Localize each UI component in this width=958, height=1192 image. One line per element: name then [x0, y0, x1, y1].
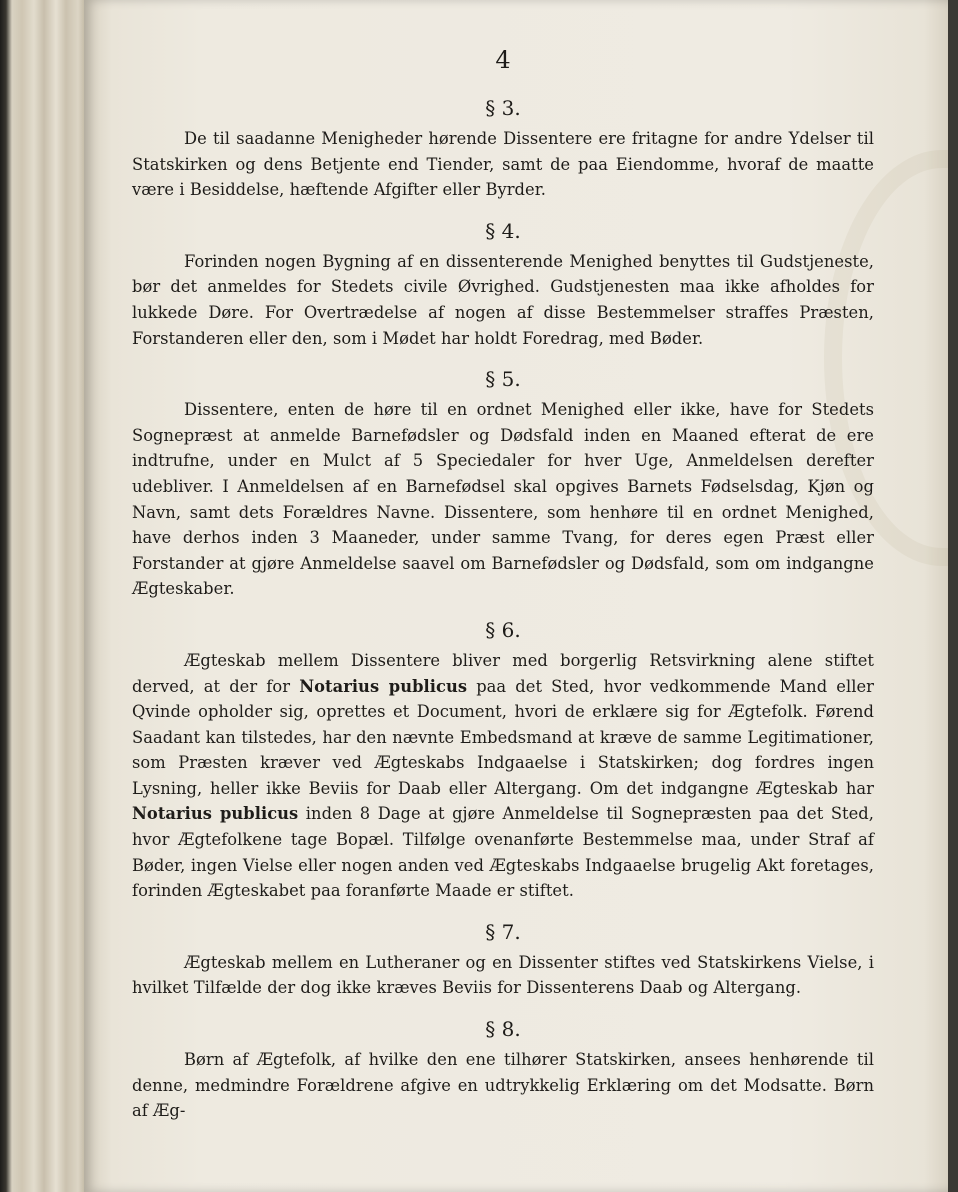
section-5 [132, 365, 874, 602]
section-paragraph [132, 648, 874, 904]
book-page-edges [0, 0, 92, 1192]
section-paragraph: Børn af Ægtefolk, af hvilke den ene tilhører Statskirken, ansees henhørende til denne, medmindre Forældrene afgive en udtrykkelig Erklæring om det Modsatte. Børn af Æg- [132, 1050, 874, 1121]
book-right-edge [948, 0, 958, 1192]
page-content [132, 44, 874, 1138]
section-heading: § 8. [485, 1017, 521, 1042]
page-number: 4 [495, 46, 511, 74]
section-8 [132, 1015, 874, 1124]
section-paragraph: Dissentere, enten de høre til en ordnet Menighed eller ikke, have for Stedets Sognepræst at anmelde Barnefødsler og Dødsfald inden en Maaned efterat de ere indtrufne, under en Mulct af 5 Speciedaler for hver Uge, Anmeldelsen derefter udebliver. I Anmeldelsen af en Barnefødsel skal opgives Barnets Fødselsdag, Kjøn og Navn, samt dets Forældres Navne. Dissentere, som henhøre til en ordnet Menighed, have derhos inden 3 Maaneder, under samme Tvang, for deres egen Præst eller Forstander at gjøre Anmeldelse saavel om Barnefødsler og Dødsfald, som om indgangne Ægteskaber. [132, 400, 874, 599]
section-paragraph: Ægteskab mellem en Lutheraner og en Dissenter stiftes ved Statskirkens Vielse, i hvilket Tilfælde der dog ikke kræves Beviis for Dissenterens Daab og Altergang. [132, 952, 874, 998]
section-heading: § 6. [485, 617, 521, 642]
paragraph-text: Ægteskab mellem Dissentere bliver med borgerlig Retsvirkning alene stiftet derved, at der for [132, 650, 874, 696]
section-7 [132, 918, 874, 1001]
paragraph-text: inden 8 Dage at gjøre Anmeldelse til Sognepræsten paa det Sted, hvor Ægtefolkene tage Bopæl. Tilfølge ovenanførte Bestemmelse maa, under Straf af Bøder, ingen Vielse eller nogen anden ved Ægteskabs Indgaaelse brugelig Akt foretages, forinden Ægteskabet paa foranførte Maade er stiftet. [132, 804, 874, 901]
section-paragraph: De til saadanne Menigheder hørende Dissentere ere fritagne for andre Ydelser til Statskirken og dens Betjente end Tiender, samt de paa Eiendomme, hvoraf de maatte være i Besiddelse, hæftende Afgifter eller Byrder. [132, 129, 874, 200]
section-heading: § 3. [485, 96, 521, 120]
section-3 [132, 94, 874, 203]
paragraph-text: paa det Sted, hvor vedkommende Mand eller Qvinde opholder sig, oprettes et Document, hvori de erklære sig for Ægtefolk. Førend Saadant kan tilstedes, har den nævnte Embedsmand at kræve de samme Legitimationer, som Præsten kræver ved Ægteskabs Indgaaelse i Statskirken; dog fordres ingen Lysning, heller ikke Beviis for Daab eller Altergang. Om det indgangne Ægteskab har [132, 676, 874, 798]
section-4 [132, 217, 874, 351]
section-heading: § 4. [485, 218, 521, 243]
section-heading: § 5. [485, 367, 521, 392]
section-heading: § 7. [485, 919, 521, 944]
notarius-term: Notarius publicus [132, 804, 299, 824]
notarius-term: Notarius publicus [299, 676, 468, 696]
section-6 [132, 616, 874, 904]
section-paragraph: Forinden nogen Bygning af en dissenterende Menighed benyttes til Gudstjeneste, bør det anmeldes for Stedets civile Øvrighed. Gudstjenesten maa ikke afholdes for lukkede Døre. For Overtrædelse af nogen af disse Bestemmelser straffes Præsten, Forstanderen eller den, som i Mødet har holdt Foredrag, med Bøder. [132, 251, 874, 348]
